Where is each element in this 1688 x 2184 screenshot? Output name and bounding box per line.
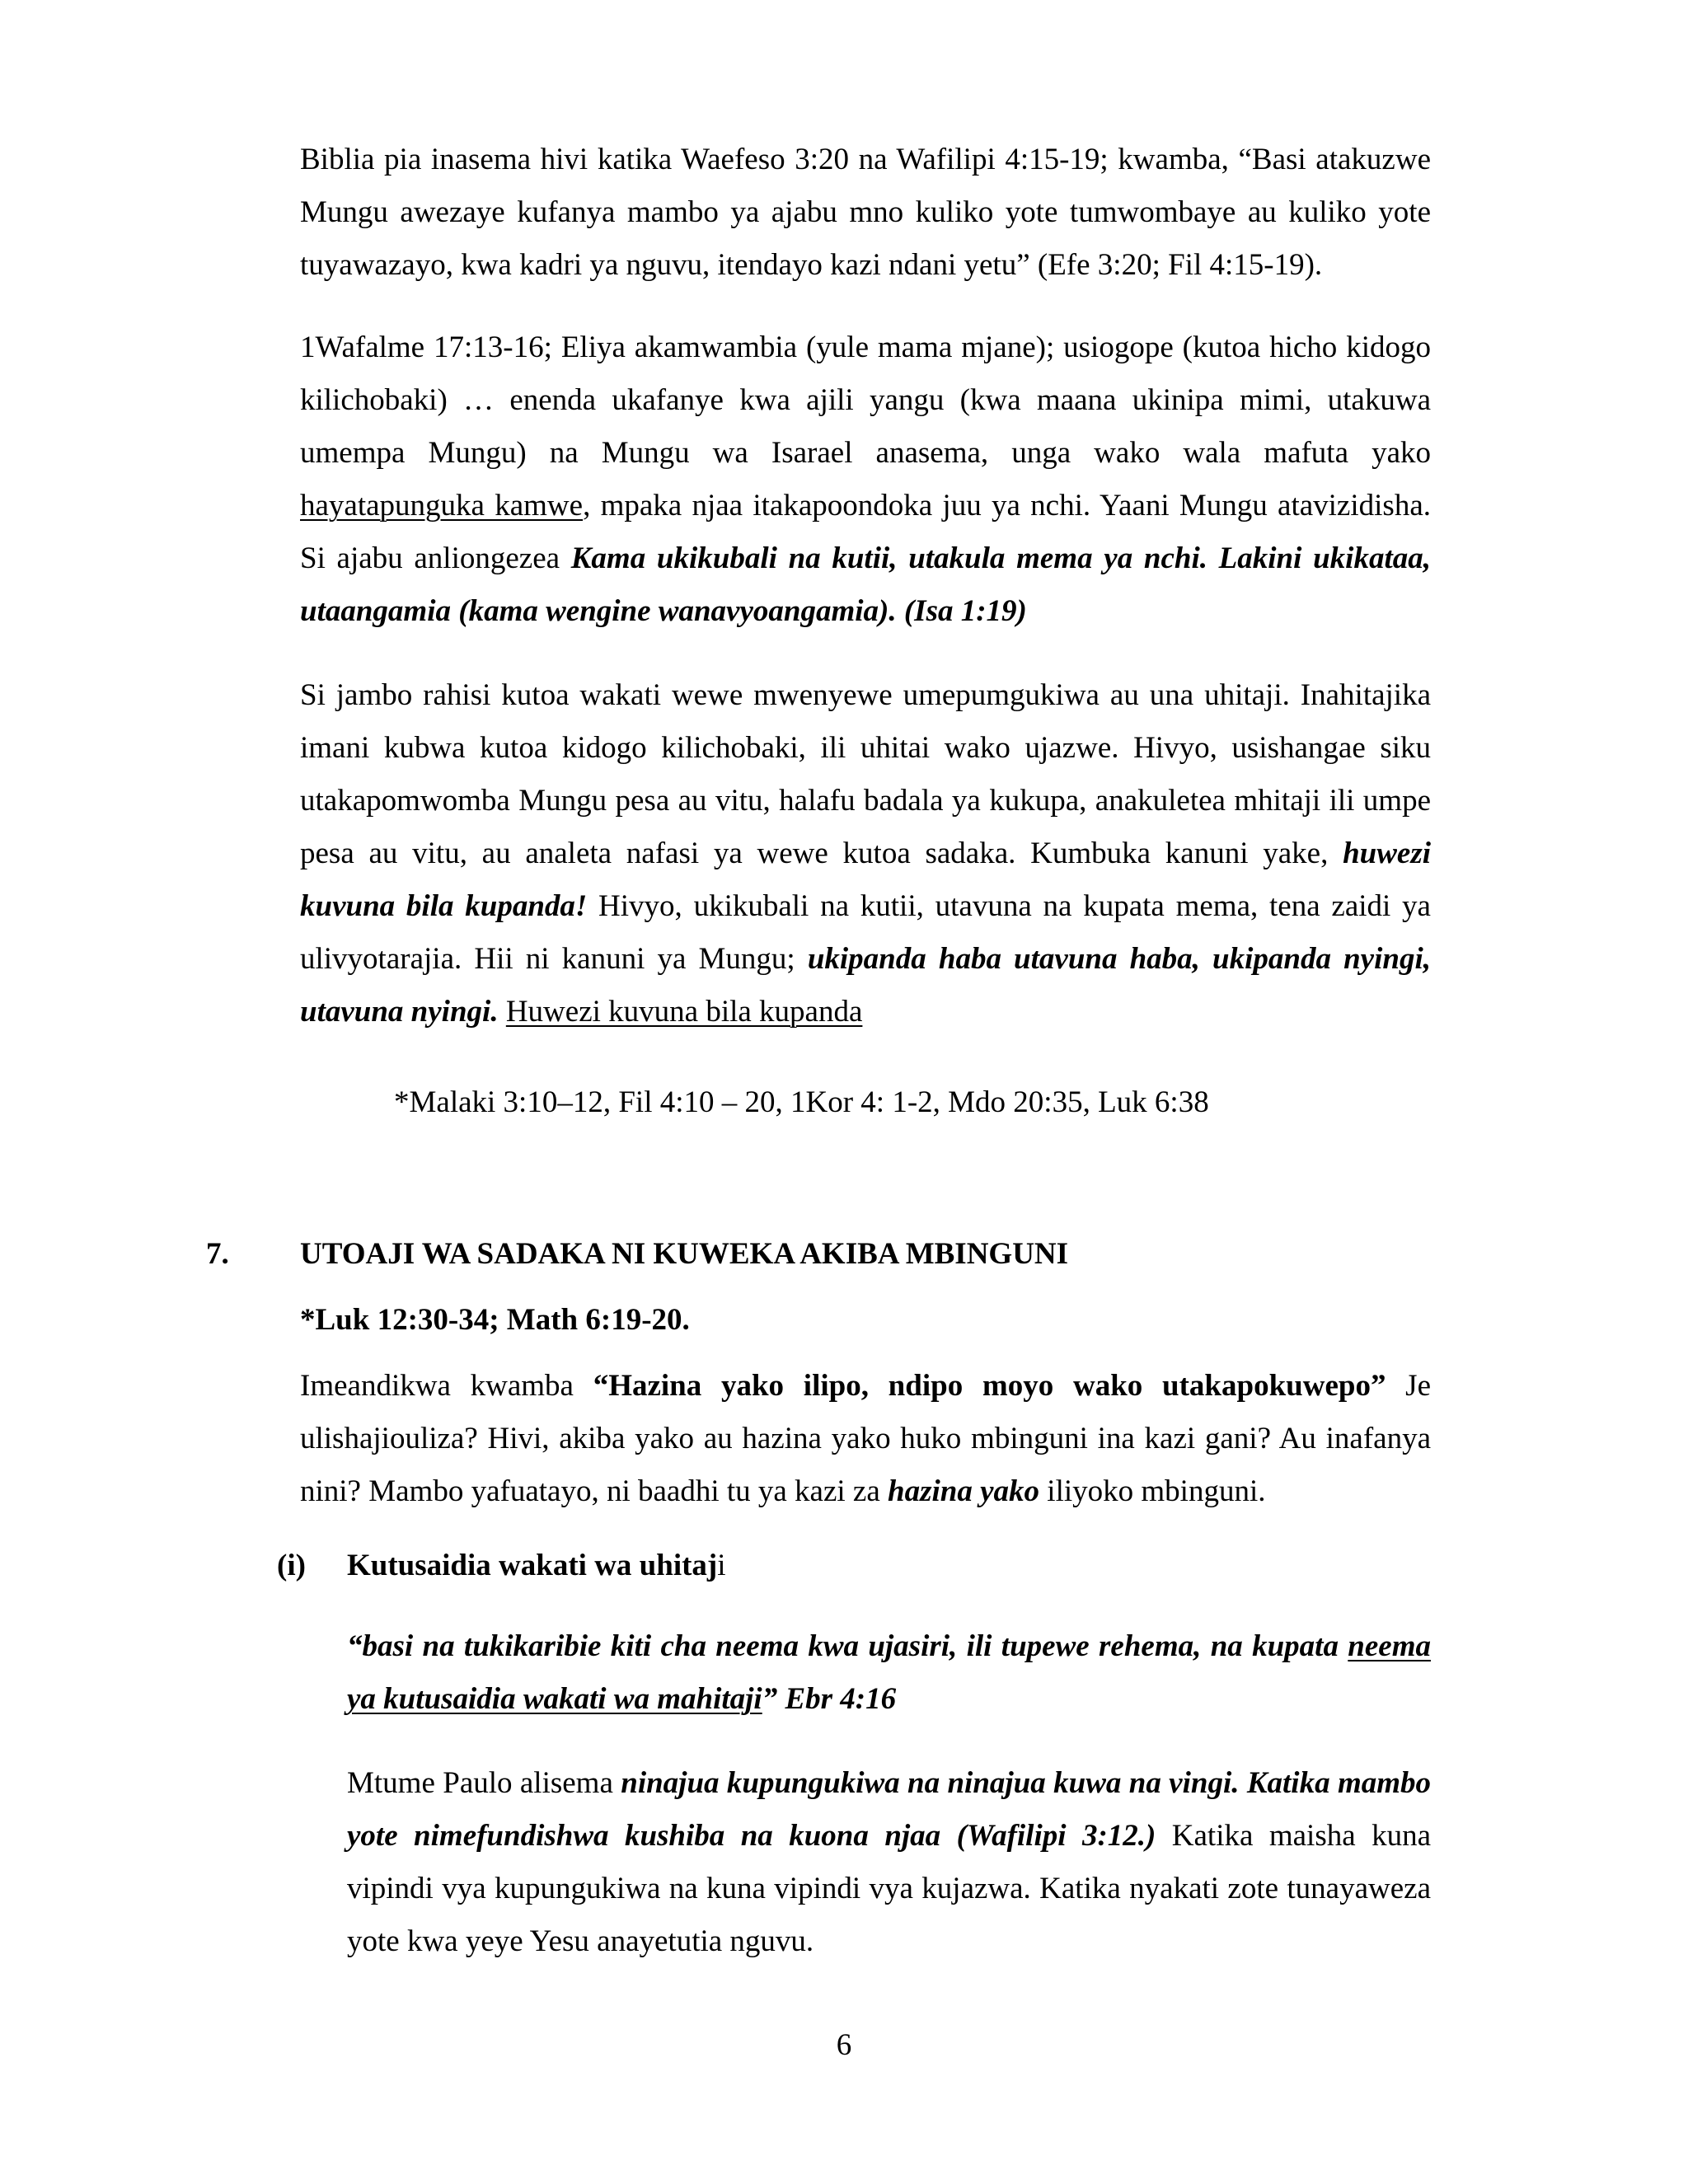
paragraph-paulo-text-2: Katika maisha kuna vipindi vya kupungukiwa na kuna vipindi vya kujazwa. Katika nyakati zote tunayaweza yote kwa yeye Yesu anayetutia nguvu. — [347, 1819, 1432, 1958]
quote-hazina: “Hazina yako ilipo, ndipo moyo wako utakapokuwepo” — [593, 1369, 1386, 1403]
paragraph-wafalme — [300, 321, 1431, 638]
paragraph-hazina-text-3: iliyoko mbinguni. — [1039, 1474, 1266, 1508]
subsection-heading-tail: i — [717, 1549, 726, 1582]
reference-list: *Malaki 3:10–12, Fil 4:10 – 20, 1Kor 4: 1-2, Mdo 20:35, Luk 6:38 — [394, 1085, 1209, 1119]
quote-ebr-citation: ” Ebr 4:16 — [762, 1682, 897, 1716]
quote-ebr — [347, 1620, 1431, 1726]
paragraph-kanuni-text-2: Hivyo, ukikubali na kutii, utavuna na kupata mema, tena zaidi ya ulivyotarajia. Hii ni kanuni ya Mungu; — [300, 889, 1431, 976]
quote-ebr-text: “basi na tukikaribie kiti cha neema kwa ujasiri, ili tupewe rehema, na kupata — [347, 1629, 1348, 1663]
underlined-huwezi: Huwezi kuvuna bila kupanda — [505, 995, 863, 1029]
paragraph-efeso — [300, 134, 1431, 292]
emphasis-ukipanda: ukipanda haba utavuna haba, ukipanda nyingi, utavuna nyingi. — [300, 942, 1431, 1029]
paragraph-kanuni — [300, 669, 1431, 1038]
section-number: 7. — [206, 1237, 229, 1271]
page-number: 6 — [836, 2028, 852, 2062]
quote-wafilipi: ninajua kupungukiwa na ninajua kuwa na vingi. Katika mambo yote nimefundishwa kushiba na kuona njaa (Wafilipi 3:12.) — [347, 1766, 1431, 1853]
scripture-quote-isa: Kama ukikubali na kutii, utakula mema ya nchi. Lakini ukikataa, utaangamia (kama wengine wanavyoangamia). (Isa 1:19) — [300, 541, 1431, 628]
paragraph-kanuni-text: Si jambo rahisi kutoa wakati wewe mwenyewe umepumgukiwa au una uhitaji. Inahitajika imani kubwa kutoa kidogo kilichobaki, ili uhitai wako ujazwe. Hivyo, usishangae siku utakapomwomba Mungu pesa au vitu, halafu badala ya kukupa, anakuletea mhitaji ili umpe pesa au vitu, au analeta nafasi ya wewe kutoa sadaka. Kumbuka kanuni yake, — [300, 678, 1431, 870]
quote-ebr-underlined: neema ya kutusaidia wakati wa mahitaji — [347, 1629, 1431, 1716]
underlined-phrase: hayatapunguka kamwe — [300, 489, 584, 523]
paragraph-hazina-text: Imeandikwa kwamba — [300, 1369, 593, 1403]
space — [499, 995, 506, 1029]
section-heading: UTOAJI WA SADAKA NI KUWEKA AKIBA MBINGUNI — [300, 1237, 1069, 1271]
paragraph-wafalme-text: 1Wafalme 17:13-16; Eliya akamwambia (yule mama mjane); usiogope (kutoa hicho kidogo kilichobaki) … enenda ukafanye kwa ajili yangu (kwa maana ukinipa mimi, utakuwa umempa Mungu) na Mungu wa Isarael anasema, unga wako wala mafuta yako — [300, 330, 1431, 470]
subsection-heading-bold: Kutusaidia wakati wa uhitaj — [347, 1549, 718, 1582]
subsection-heading — [347, 1540, 726, 1592]
paragraph-wafalme-text-2: , mpaka njaa itakapoondoka juu ya nchi. Yaani Mungu atavizidisha. Si ajabu anliongezea — [300, 489, 1431, 575]
paragraph-paulo-text: Mtume Paulo alisema — [347, 1766, 621, 1800]
emphasis-hazina-yako: hazina yako — [888, 1474, 1040, 1508]
paragraph-hazina-text-2: Je ulishajiouliza? Hivi, akiba yako au hazina yako huko mbinguni ina kazi gani? Au inafanya nini? Mambo yafuatayo, ni baadhi tu ya kazi za — [300, 1369, 1432, 1508]
paragraph-hazina — [300, 1360, 1431, 1518]
paragraph-efeso-text: Biblia pia inasema hivi katika Waefeso 3:20 na Wafilipi 4:15-19; kwamba, “Basi atakuzwe Mungu awezaye kufanya mambo ya ajabu mno kuliko yote tumwombaye au kuliko yote tuyawazayo, kwa kadri ya nguvu, itendayo kazi ndani yetu” (Efe 3:20; Fil 4:15-19). — [300, 143, 1431, 282]
section-references: *Luk 12:30-34; Math 6:19-20. — [300, 1303, 690, 1337]
subsection-number: (i) — [277, 1549, 306, 1582]
paragraph-paulo — [347, 1757, 1431, 1968]
emphasis-huwezi: huwezi kuvuna bila kupanda! — [300, 837, 1431, 923]
